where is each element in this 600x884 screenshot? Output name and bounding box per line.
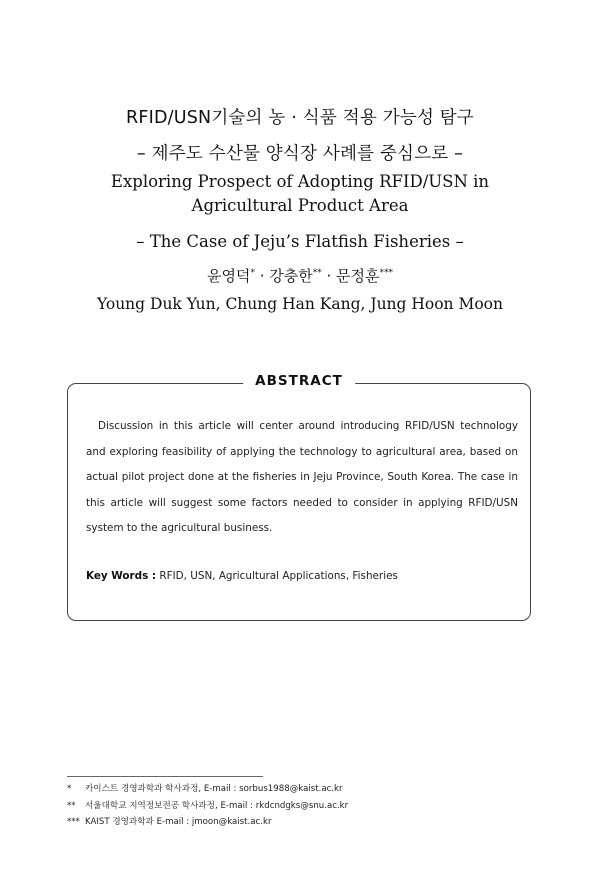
- author-separator: ·: [254, 267, 270, 285]
- footnote-mark: *: [67, 784, 72, 794]
- author-name: 윤영덕: [206, 267, 251, 285]
- author-name: 강충한: [269, 267, 313, 285]
- korean-title: RFID/USN기술의 농 · 식품 적용 가능성 탐구: [125, 108, 475, 128]
- english-authors: Young Duk Yun, Chung Han Kang, Jung Hoon Moon: [96, 295, 503, 313]
- korean-authors: [0, 265, 600, 286]
- author-mark: **: [312, 268, 322, 278]
- footnote: [67, 782, 343, 794]
- abstract-box: [67, 373, 531, 621]
- author-separator: ·: [321, 267, 337, 285]
- footnote: [67, 815, 271, 827]
- english-title-line-1: Exploring Prospect of Adopting RFID/USN in: [110, 172, 490, 191]
- author-mark: *: [250, 268, 255, 278]
- keywords: [86, 570, 518, 582]
- footnote-text: 서울대학교 지역정보전공 학사과정, E-mail : rkdcndgks@snu.ac.kr: [85, 801, 349, 811]
- english-title-line-2: Agricultural Product Area: [191, 196, 409, 215]
- korean-subtitle: – 제주도 수산물 양식장 사례를 중심으로 –: [136, 144, 464, 164]
- footnote-mark: **: [67, 801, 76, 811]
- english-subtitle: – The Case of Jeju’s Flatfish Fisheries –: [136, 232, 464, 251]
- footnote: [67, 799, 348, 811]
- keywords-label: Key Words :: [86, 570, 157, 582]
- footnote-mark: ***: [67, 817, 80, 827]
- abstract-body: Discussion in this article will center around introducing RFID/USN technology and exploring feasibility of applying the technology to agricultural area, based on actual pilot project done at the fisheries in Jeju Province, South Korea. The case in this article will suggest some factors needed to consider in applying RFID/USN system to the agricultural business.: [86, 420, 518, 535]
- author-mark: ***: [379, 268, 394, 278]
- author-name: 문정훈: [336, 267, 380, 285]
- footnote-divider: [67, 776, 263, 777]
- footnote-text: 카이스트 경영과학과 학사과정, E-mail : sorbus1988@kaist.ac.kr: [85, 784, 343, 794]
- abstract-heading: ABSTRACT: [243, 373, 355, 389]
- keywords-value: RFID, USN, Agricultural Applications, Fisheries: [159, 570, 398, 582]
- footnote-text: KAIST 경영과학과 E-mail : jmoon@kaist.ac.kr: [85, 817, 272, 827]
